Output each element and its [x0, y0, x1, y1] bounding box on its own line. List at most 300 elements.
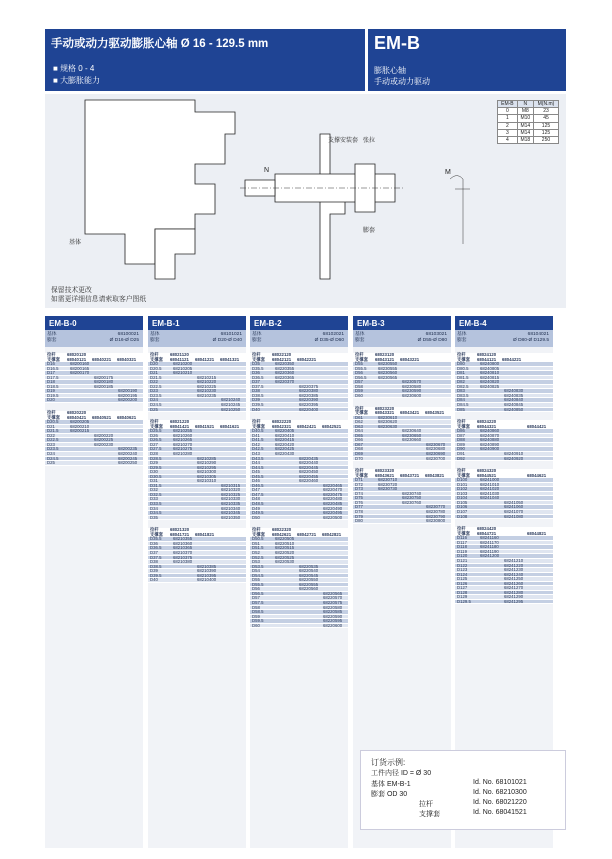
ring-id: 68041821: [195, 531, 215, 537]
key-v1: 68104021: [527, 332, 549, 337]
cell: 68200195: [118, 392, 138, 398]
cell: D34: [150, 505, 158, 511]
column-key: [353, 330, 451, 347]
cell: 68220390: [299, 397, 319, 403]
cell: D58: [252, 604, 260, 610]
cell: 68240880: [480, 437, 500, 443]
cell: D61: [355, 414, 363, 420]
cell: 68210380: [173, 559, 193, 565]
bullet-size: ■ 规格 0 - 4: [53, 64, 95, 73]
cell: 68200240: [118, 450, 138, 456]
cell: D79: [355, 513, 363, 519]
cell: 68210250: [221, 406, 241, 412]
cell: 68210400: [197, 577, 217, 583]
cell: 68200220: [94, 432, 114, 438]
cell: 68220500: [323, 514, 343, 520]
ring-id: 68043521: [425, 410, 445, 416]
cell: 68230780: [426, 509, 446, 515]
label-n: N: [264, 167, 270, 174]
cell: D106: [457, 504, 468, 510]
product-banner: [368, 29, 566, 91]
table-row: [455, 408, 553, 413]
ring-id: 68040221: [92, 356, 112, 362]
stud-id: 68021320: [170, 527, 190, 533]
cell: D118: [457, 544, 467, 550]
cell: D21.5: [47, 428, 59, 434]
cell: 68210365: [173, 545, 193, 551]
cell: D38.5: [252, 392, 264, 398]
table-row: [250, 408, 348, 413]
cell: 68220535: [299, 563, 319, 569]
torque-cell: 0: [498, 108, 518, 115]
torque-cell: 4: [498, 136, 518, 143]
cell: D37: [150, 549, 158, 555]
cell: 68240835: [504, 392, 524, 398]
ring-label: 支撑套: [355, 356, 368, 362]
cell: D39: [150, 568, 158, 574]
cell: 68241210: [504, 557, 524, 563]
cell: 68241010: [480, 481, 500, 487]
cell: 68220370: [275, 379, 295, 385]
ring-id: 68043121: [375, 356, 395, 362]
stud-id: 68023220: [375, 405, 395, 411]
stud-label: 拉杆: [457, 468, 466, 474]
cell: D56: [252, 586, 260, 592]
cell: 68220405: [275, 428, 295, 434]
cell: 68200165: [70, 365, 90, 371]
cell: D22: [47, 432, 55, 438]
cell: D39.5: [150, 572, 162, 578]
cell: 68210290: [197, 460, 217, 466]
bullet-capacity: ■ 大膨胀能力: [53, 76, 101, 85]
sub-table: [353, 353, 451, 398]
key-v2: Ø D35-Ø D60: [314, 338, 344, 343]
cell: 68230555: [378, 365, 398, 371]
cell: 68240800: [480, 361, 500, 367]
torque-cell: M18: [517, 136, 533, 143]
cell: D27: [150, 441, 158, 447]
cell: D57: [252, 595, 260, 601]
cell: 68240910: [504, 450, 524, 456]
ring-id: 68043321: [375, 410, 395, 416]
cell: 68240920: [504, 455, 524, 461]
cell: 68241200: [480, 553, 500, 559]
sub-table: [353, 469, 451, 524]
cell: 68240820: [480, 379, 500, 385]
cell: 68210320: [221, 487, 241, 493]
table-row: [455, 457, 553, 462]
cell: 68220590: [323, 613, 343, 619]
cell: D81.5: [457, 374, 469, 380]
cell: D49.5: [252, 510, 264, 516]
cell: 68210385: [197, 563, 217, 569]
cell: D37.5: [252, 383, 264, 389]
cell: 68241190: [480, 548, 499, 554]
cell: D38: [252, 388, 260, 394]
cell: D121: [457, 557, 468, 563]
key-v1: 68102021: [322, 332, 344, 337]
cell: D35: [150, 514, 158, 520]
cell: D25: [47, 460, 55, 466]
cell: D47: [252, 487, 260, 493]
cell: D26: [150, 432, 158, 438]
column-em-b-2: [250, 316, 348, 848]
torque-header: M(N.m): [533, 101, 558, 108]
order-id: Id. No. 68021220: [473, 799, 527, 806]
ring-id: 68044221: [502, 356, 522, 362]
cell: D56.5: [252, 590, 264, 596]
cell: D20.5: [150, 365, 162, 371]
cell: D21: [150, 370, 158, 376]
stud-label: 拉杆: [47, 352, 56, 357]
key-k1: 基体: [150, 332, 160, 337]
stud-id: 68024120: [477, 352, 497, 357]
ring-label: 支撑套: [457, 356, 470, 362]
cell: D117: [457, 539, 467, 545]
cell: 68200235: [118, 446, 138, 452]
ring-id: 68043721: [400, 472, 420, 478]
cell: D22.5: [47, 437, 59, 443]
cell: 68220435: [299, 455, 319, 461]
cell: D24.5: [47, 455, 59, 461]
cell: 68241040: [480, 495, 500, 501]
table-row: [250, 516, 348, 521]
ring-id: 68044821: [527, 530, 547, 536]
key-v1: 68101021: [220, 332, 242, 337]
cell: 68220550: [299, 577, 319, 583]
note-1: 保留技术更改: [51, 287, 92, 294]
order-item: 支撑套: [419, 811, 440, 818]
cell: D41.5: [252, 437, 264, 443]
ring-id: 68040621: [117, 414, 137, 420]
ring-id: 68042421: [297, 423, 317, 429]
cell: 68230640: [402, 428, 422, 434]
ring-id: 68042121: [272, 356, 292, 362]
cell: 68210280: [173, 450, 193, 456]
cell: D23.5: [47, 446, 59, 452]
cell: 68220415: [275, 437, 295, 443]
cell: 68220420: [275, 441, 295, 447]
cell: D52: [252, 549, 260, 555]
cell: 68210285: [197, 455, 217, 461]
cell: D32.5: [150, 491, 162, 497]
stud-id: 68021120: [170, 352, 189, 357]
sub-table: [455, 527, 553, 604]
sub-table: [148, 420, 246, 520]
column-title: EM-B-2: [250, 316, 348, 330]
cell: D88: [457, 437, 465, 443]
order-id: Id. No. 68101021: [473, 779, 527, 786]
cell: 68200215: [70, 428, 90, 434]
table-row: [353, 519, 451, 524]
cell: 68220565: [323, 590, 343, 596]
cell: 68220570: [323, 595, 343, 601]
cell: D36.5: [150, 545, 162, 551]
cell: 68241295: [504, 598, 524, 604]
cell: 68220400: [299, 406, 319, 412]
cell: D62: [355, 419, 363, 425]
sub-table: [250, 353, 348, 412]
cell: D56.5: [355, 374, 367, 380]
cell: 68230710: [378, 477, 398, 483]
cell: 68220465: [323, 482, 343, 488]
cell: 68240815: [480, 374, 500, 380]
cell: D71: [355, 477, 363, 483]
cell: D59.5: [252, 618, 264, 624]
cell: 68240825: [480, 383, 500, 389]
ring-label: 支撑套: [47, 356, 60, 362]
cell: D128: [457, 589, 468, 595]
ring-id: 68044521: [477, 472, 497, 478]
cell: 68220495: [323, 510, 343, 516]
cell: D34.5: [150, 510, 162, 516]
order-item: 膨套 OD 30: [371, 791, 408, 798]
cell: 68230670: [426, 441, 446, 447]
cell: 68220395: [299, 402, 319, 408]
column-body: [148, 347, 246, 848]
cell: D47.5: [252, 491, 264, 497]
cell: D84: [457, 397, 465, 403]
cell: D124: [457, 571, 468, 577]
cell: D42.5: [252, 446, 264, 452]
cell: D80: [457, 361, 465, 367]
key-v2: Ø D20-Ø D40: [212, 338, 242, 343]
cell: D55: [252, 577, 260, 583]
cell: D125: [457, 576, 468, 582]
column-title: EM-B-0: [45, 316, 143, 330]
product-sub1: 膨胀心轴: [374, 66, 406, 75]
label-m: M: [445, 169, 451, 176]
cell: D50.5: [252, 536, 264, 542]
sub-table: [455, 469, 553, 519]
cell: D17: [47, 370, 55, 376]
order-item: 拉杆: [419, 801, 433, 808]
cell: 68230560: [378, 370, 398, 376]
ring-id: 68041521: [195, 423, 215, 429]
ring-id: 68043821: [425, 472, 445, 478]
cell: D80: [355, 518, 363, 524]
cell: 68241170: [480, 539, 499, 545]
cell: D23.5: [150, 392, 162, 398]
torque-cell: 23: [533, 108, 558, 115]
cell: D25.5: [150, 428, 162, 434]
ring-id: 68044121: [477, 356, 497, 362]
table-row: [148, 516, 246, 521]
cell: D29.5: [150, 464, 162, 470]
ring-label: 支撑套: [457, 472, 470, 478]
stud-id: 68020120: [67, 352, 87, 357]
cell: 68240845: [504, 402, 524, 408]
cell: D37: [252, 379, 260, 385]
cell: D77: [355, 504, 363, 510]
product-code: EM-B: [374, 33, 420, 53]
ring-id: 68040521: [92, 414, 112, 420]
cell: D57: [355, 379, 363, 385]
cell: 68220375: [299, 383, 319, 389]
cell: D23: [150, 388, 158, 394]
cell: 68220365: [275, 374, 295, 380]
cell: 68220515: [275, 545, 295, 551]
stud-label: 拉杆: [355, 468, 364, 474]
cell: 68210345: [221, 510, 241, 516]
column-key: [250, 330, 348, 347]
ring-id: 68042721: [297, 531, 317, 537]
cell: D27.5: [150, 446, 162, 452]
cell: D20.5: [47, 419, 59, 425]
cell: 68220440: [299, 460, 319, 466]
cell: 68241180: [480, 544, 499, 550]
ring-label: 支撑套: [252, 531, 265, 537]
cell: D60: [252, 622, 260, 628]
key-k2: 膨套: [252, 338, 262, 343]
stud-label: 拉杆: [457, 352, 466, 357]
ring-id: 68042621: [272, 531, 292, 537]
cell: 68210310: [197, 478, 217, 484]
cell: 68220490: [323, 505, 343, 511]
cell: D40: [150, 577, 158, 583]
cell: 68241280: [504, 589, 524, 595]
cell: 68220485: [323, 500, 343, 506]
cell: 68241250: [504, 576, 524, 582]
cell: D49: [252, 505, 260, 511]
cell: D21: [47, 423, 55, 429]
stud-id: 68020220: [67, 410, 87, 416]
cell: 68230740: [402, 490, 422, 496]
cell: 68210255: [173, 428, 193, 434]
cell: 68210330: [221, 496, 241, 502]
cell: 68240840: [504, 397, 524, 403]
cell: D26.5: [150, 437, 162, 443]
cell: 68230610: [378, 414, 398, 420]
torque-cell: M10: [517, 115, 533, 122]
cell: D65: [355, 432, 363, 438]
torque-cell: M8: [517, 108, 533, 115]
cell: D70: [355, 455, 363, 461]
cell: 68240900: [480, 446, 500, 452]
ring-label: 支撑套: [457, 530, 470, 536]
cell: 68220350: [275, 361, 295, 367]
cell: D51: [252, 540, 260, 546]
cell: 68230550: [378, 361, 398, 367]
stud-id: 68022220: [272, 419, 292, 425]
cell: D123: [457, 567, 468, 573]
table-row: [148, 408, 246, 413]
cell: 68200245: [118, 455, 138, 461]
table-row: [353, 394, 451, 399]
sub-table: [250, 528, 348, 628]
cell: 68210205: [173, 365, 193, 371]
cell: D129: [457, 594, 468, 600]
cell: D85: [457, 406, 465, 412]
cell: 68220545: [299, 572, 319, 578]
cell: 68220385: [299, 392, 319, 398]
cell: 68210230: [197, 388, 217, 394]
cell: D24: [150, 397, 158, 403]
sub-table: [353, 407, 451, 462]
cell: D50: [252, 514, 260, 520]
torque-row: [498, 115, 559, 122]
cell: D31: [150, 478, 158, 484]
cell: D116: [457, 535, 467, 541]
table-row: [45, 461, 143, 466]
column-key: [45, 330, 143, 347]
column-body: [45, 347, 143, 848]
ring-id: 68041621: [220, 423, 240, 429]
table-row: [353, 457, 451, 462]
cell: D54.5: [252, 572, 264, 578]
cell: D69: [355, 450, 363, 456]
order-title: 订货示例:: [371, 758, 406, 767]
cell: 68220360: [275, 370, 295, 376]
column-key: [455, 330, 553, 347]
cell: D35.5: [150, 536, 162, 542]
cell: D46: [252, 478, 260, 484]
cell: D43.5: [252, 455, 264, 461]
cell: D43: [252, 450, 260, 456]
cell: D35: [252, 361, 260, 367]
cell: 68220510: [275, 540, 295, 546]
cell: 68200180: [94, 379, 114, 385]
torque-cell: 250: [533, 136, 558, 143]
column-em-b-1: [148, 316, 246, 848]
cell: D75: [355, 495, 363, 501]
torque-cell: M14: [517, 122, 533, 129]
ring-id: 68044321: [477, 423, 497, 429]
cell: D82: [457, 379, 465, 385]
order-item: 基体 EM-B-1: [371, 781, 411, 788]
table-row: [455, 600, 553, 605]
cell: 68240890: [480, 441, 500, 447]
cell: 68210300: [197, 469, 217, 475]
cell: D73: [355, 486, 363, 492]
ring-label: 支撑套: [150, 531, 163, 537]
cell: 68220455: [299, 473, 319, 479]
cell: 68210260: [173, 432, 193, 438]
cell: 68220580: [323, 604, 343, 610]
cell: 68241000: [480, 477, 500, 483]
torque-row: [498, 108, 559, 115]
cell: 68230660: [402, 437, 422, 443]
order-line1: 工件内径 ID = Ø 30: [371, 770, 432, 777]
cell: 68220480: [323, 496, 343, 502]
cell: 68210240: [221, 397, 241, 403]
cell: D105: [457, 499, 468, 505]
cell: D81: [457, 370, 465, 376]
cell: D39.5: [252, 402, 264, 408]
torque-cell: 125: [533, 129, 558, 136]
cell: D59: [355, 388, 363, 394]
cell: 68210270: [173, 441, 193, 447]
cell: D48.5: [252, 500, 264, 506]
cell: 68210305: [197, 473, 217, 479]
cell: D57.5: [252, 600, 264, 605]
cell: 68241030: [480, 490, 500, 496]
ring-id: 68042321: [272, 423, 292, 429]
cell: 68241060: [504, 504, 524, 510]
cell: D55: [355, 361, 363, 367]
cell: 68210295: [197, 464, 217, 470]
stud-id: 68024320: [477, 468, 497, 474]
cell: 68230630: [378, 423, 398, 429]
stud-label: 拉杆: [150, 352, 159, 357]
cell: D38: [150, 559, 158, 565]
cell: D24.5: [150, 402, 162, 408]
cell: D90: [457, 446, 465, 452]
cell: 68240870: [480, 432, 500, 438]
cell: D91: [457, 450, 465, 456]
ring-id: 68044421: [527, 423, 547, 429]
cell: 68230700: [426, 455, 446, 461]
